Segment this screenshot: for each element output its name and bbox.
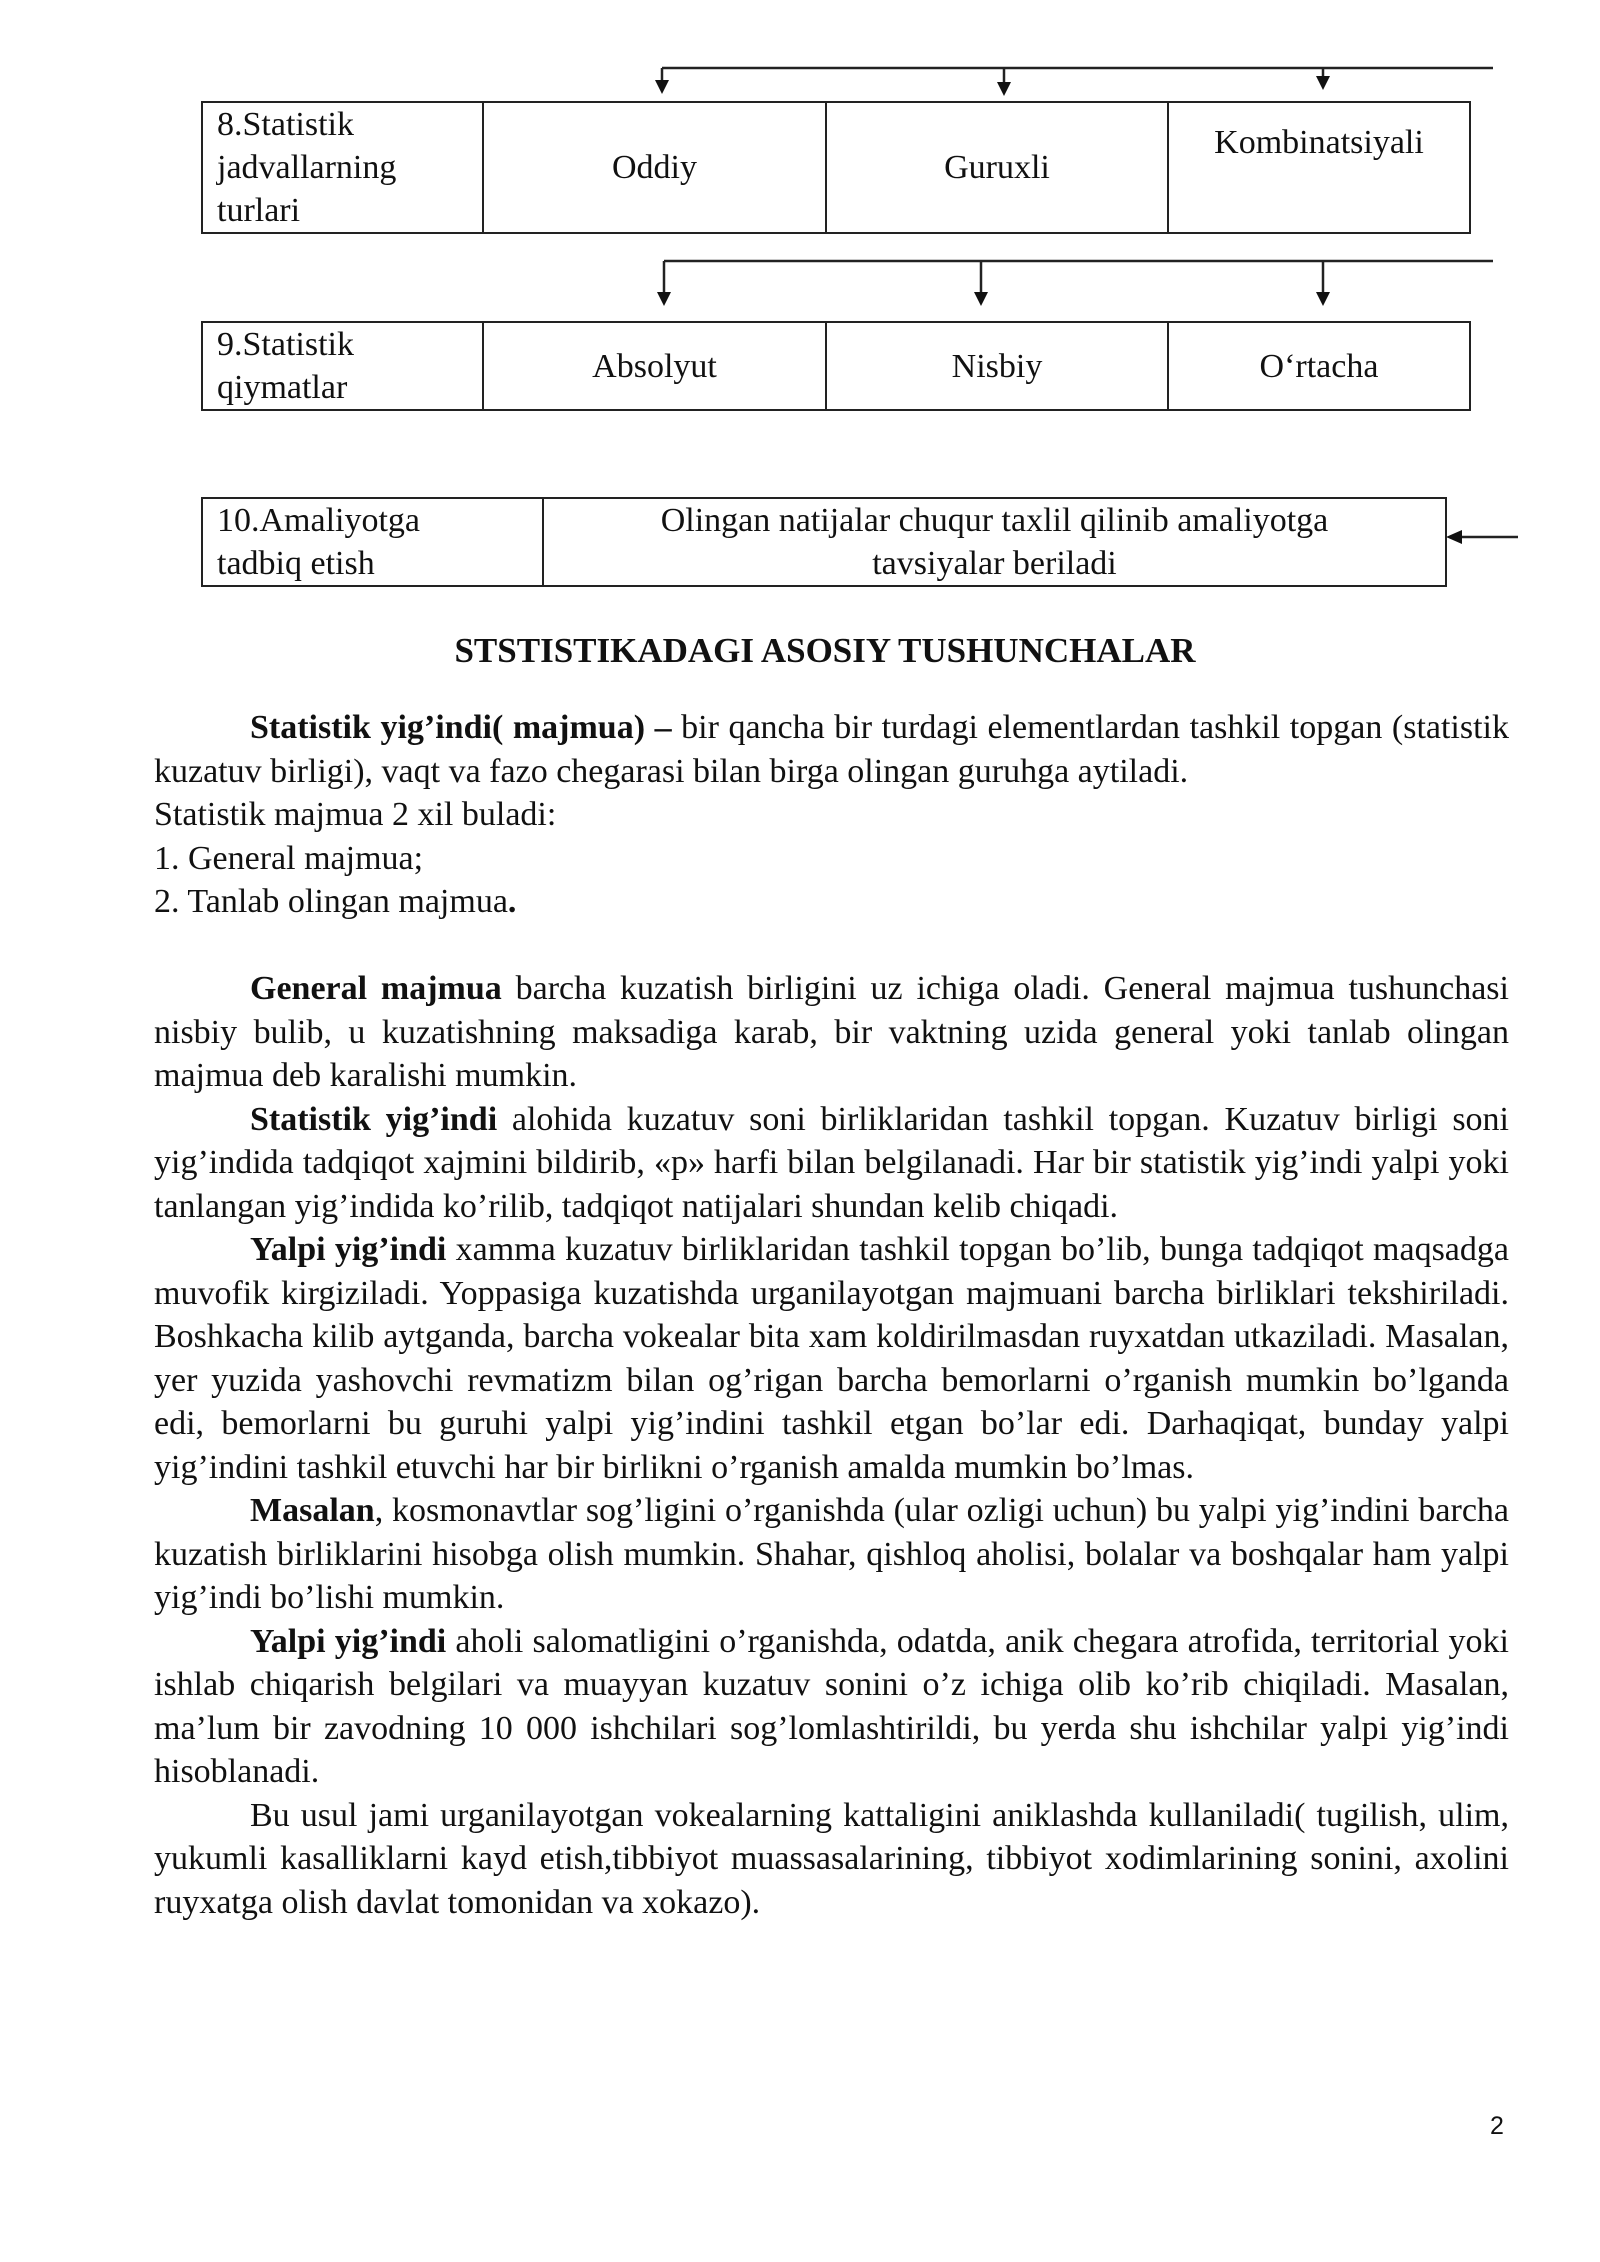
arrow-down-icon xyxy=(1316,292,1330,306)
cell-nisbiy: Nisbiy xyxy=(826,322,1168,410)
arrow-down-icon xyxy=(997,82,1011,96)
list-item: 2. Tanlab olingan majmua. xyxy=(154,883,517,920)
types-intro: Statistik majmua 2 xil buladi: xyxy=(154,796,557,833)
definition-paragraph: Statistik yig’indi( majmua) – bir qancha bir turdagi elementlardan tashkil topgan (statistik kuzatuv birligi), vaqt va fazo chegarasi bilan birga olingan guruhga aytiladi. xyxy=(154,709,1509,790)
arrow-down-icon xyxy=(974,292,988,306)
table-types xyxy=(201,101,1471,234)
arrow-down-icon xyxy=(655,80,669,94)
usul-paragraph: Bu usul jami urganilayotgan vokealarning kattaligini aniklashda kullaniladi( tugilish, ulim, yukumli kasalliklarni kayd etish,tibbiyot muassasalarining, tibbiyot xodimlarining sonini, axolini ruyxatga olish davlat tomonidan va xokazo). xyxy=(154,1796,1509,1921)
body-text xyxy=(154,706,1509,1924)
general-paragraph: General majmua barcha kuzatish birligini uz ichiga oladi. General majmua tushunchasi nisbiy bulib, u kuzatishning maksadiga karab, bir vaktning uzida general yoki tanlab olingan majmua deb karalishi mumkin. xyxy=(154,970,1509,1094)
table-values xyxy=(201,321,1471,411)
yalpi-second-paragraph: Yalpi yig’indi aholi salomatligini o’rganishda, odatda, anik chegara atrofida, territorial yoki ishlab chiqarish belgilari va muayyan kuzatuv sonini o’z ichiga olib ko’rib chiqiladi. Masalan, ma’lum bir zavodning 10 000 ishchilari sog’lomlashtirildi, bu yerda shu ishchilar yalpi yig’indi hisoblanadi. xyxy=(154,1622,1509,1790)
yalpi-paragraph: Yalpi yig’indi xamma kuzatuv birliklaridan tashkil topgan bo’lib, bunga tadqiqot maqsadga muvofik kirgiziladi. Yoppasiga kuzatishda urganilayotgan majmuani barcha birliklari tekshiriladi. Boshkacha kilib aytganda, barcha vokealar bita xam koldirilmasdan ruyxatdan utkaziladi. Masalan, yer yuzida yashovchi revmatizm bilan og’rigan barcha bemorlarni o’rganish mumkin bo’lganda edi, bemorlarni bu guruhi yalpi yig’indini tashkil etgan bo’lar edi. Darhaqiqat, bunday yalpi yig’indini tashkil etuvchi har bir birlikni o’rganish amalda mumkin bo’lmas. xyxy=(154,1231,1509,1486)
table-application xyxy=(201,497,1447,587)
arrow-down-icon xyxy=(1316,76,1330,90)
arrow-down-icon xyxy=(657,292,671,306)
row9-label: 9.Statistik qiymatlar xyxy=(202,322,483,410)
cell-absolyut: Absolyut xyxy=(483,322,826,410)
cell-oddiy: Oddiy xyxy=(483,102,826,233)
list-item: 1. General majmua; xyxy=(154,839,424,877)
row8-label: 8.Statistik jadvallarning turlari xyxy=(202,102,483,233)
row10-label: 10.Amaliyotga tadbiq etish xyxy=(202,498,543,586)
cell-kombinatsiyali: Kombinatsiyali xyxy=(1168,102,1470,233)
masalan-paragraph: Masalan, kosmonavtlar sog’ligini o’rganishda (ular ozligi uchun) bu yalpi yig’indini barcha kuzatish birliklarini hisobga olish mumkin. Shahar, qishloq aholisi, bolalar va boshqalar ham yalpi yig’indi bo’lishi mumkin. xyxy=(154,1492,1509,1616)
section-heading: STSTISTIKADAGI ASOSIY TUSHUNCHALAR xyxy=(454,631,1196,670)
cell-ortacha: O‘rtacha xyxy=(1168,322,1470,410)
cell-guruxli: Guruxli xyxy=(826,102,1168,233)
statistik-paragraph: Statistik yig’indi alohida kuzatuv soni birliklaridan tashkil topgan. Kuzatuv birligi soni yig’indida tadqiqot xajmini bildirib, «p» harfi bilan belgilanadi. Har bir statistik yig’indi yalpi yoki tanlangan yig’indida ko’rilib, tadqiqot natijalari shundan kelib chiqadi. xyxy=(154,1100,1509,1225)
page-number: 2 xyxy=(1490,2112,1504,2140)
row10-text: Olingan natijalar chuqur taxlil qilinib amaliyotga tavsiyalar beriladi xyxy=(543,498,1446,586)
arrow-left-icon xyxy=(1446,530,1462,544)
